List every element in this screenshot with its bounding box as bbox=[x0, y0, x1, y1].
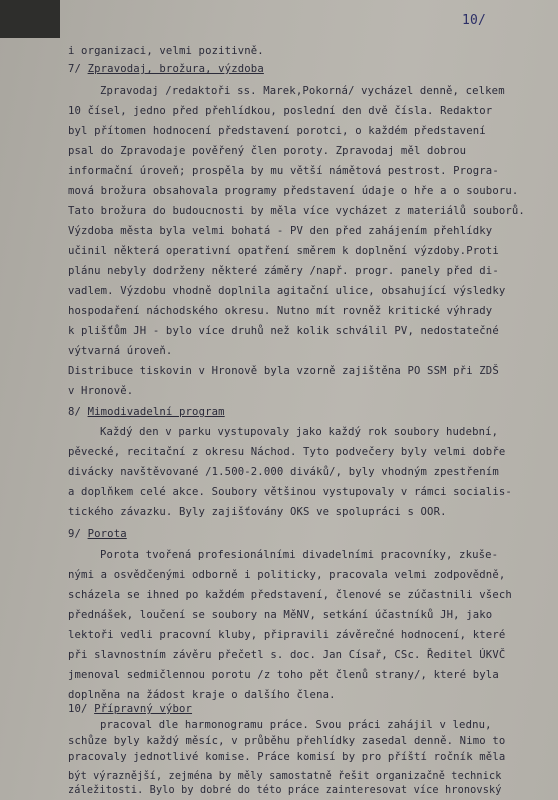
text-line: k plišťům JH - bylo více druhů než kolik schválil PV, nedostatečné bbox=[68, 325, 499, 337]
text-line: vadlem. Výzdobu vhodně doplnila agitační ulice, obsahující výsledky bbox=[68, 285, 506, 297]
text-line: i organizaci, velmi pozitivně. bbox=[68, 45, 264, 57]
text-line: schůze byly každý měsíc, v průběhu přehlídky zasedal denně. Nimo to bbox=[68, 735, 506, 747]
text-line: nými a osvědčenými odborně i politicky, pracovala velmi zodpovědně, bbox=[68, 569, 506, 581]
text-line: v Hronově. bbox=[68, 385, 134, 397]
text-line: při slavnostním závěru přečetl s. doc. Jan Císař, CSc. Ředitel ÚKVČ bbox=[68, 649, 506, 661]
text-line: psal do Zpravodaje pověřený člen poroty. Zpravodaj měl dobrou bbox=[68, 145, 467, 157]
text-line: přednášek, loučení se soubory na MěNV, setkání účastníků JH, jako bbox=[68, 609, 493, 621]
section-number: 10/ bbox=[68, 703, 88, 715]
text-line: pěvecké, recitační z okresu Náchod. Tyto podvečery byly velmi dobře bbox=[68, 446, 506, 458]
text-line: Každý den v parku vystupovaly jako každý rok soubory hudební, bbox=[100, 426, 499, 438]
text-line: hospodaření náchodského okresu. Nutno mít rovněž kritické výhrady bbox=[68, 305, 493, 317]
text-line: být výraznější, zejména by měly samostatně řešit organizačně technick bbox=[68, 771, 502, 782]
section-9-heading bbox=[68, 527, 127, 541]
text-line: Zpravodaj /redaktoři ss. Marek,Pokorná/ vycházel denně, celkem bbox=[100, 85, 505, 97]
text-line: záležitosti. Bylo by dobré do této práce zainteresovat více hronovský bbox=[68, 785, 502, 796]
text-line: výtvarná úroveň. bbox=[68, 345, 173, 357]
text-line: Tato brožura do budoucnosti by měla více vycházet z materiálů souborů. bbox=[68, 205, 525, 217]
text-line: plánu nebyly dodrženy některé záměry /např. progr. panely před di- bbox=[68, 265, 499, 277]
text-line: učinil některá operativní opatření směrem k doplnění výzdoby.Proti bbox=[68, 245, 499, 257]
section-title: Mimodivadelní program bbox=[87, 406, 225, 418]
section-number: 7/ bbox=[68, 63, 82, 75]
text-line: Distribuce tiskovin v Hronově byla vzorně zajištěna PO SSM při ZDŠ bbox=[68, 365, 499, 377]
text-line: pracoval dle harmonogramu práce. Svou práci zahájil v lednu, bbox=[100, 719, 492, 731]
section-8-heading bbox=[68, 405, 225, 419]
text-line: tického závazku. Byly zajišťovány OKS ve spolupráci s OOR. bbox=[68, 506, 447, 518]
text-line: a doplňkem celé akce. Soubory většinou vystupovaly v rámci socialis- bbox=[68, 486, 512, 498]
section-title: Porota bbox=[87, 528, 127, 540]
section-title: Přípravný výbor bbox=[94, 703, 193, 715]
folded-corner bbox=[0, 0, 60, 38]
text-line: lektoři vedli pracovní kluby, připravili závěrečné hodnocení, které bbox=[68, 629, 506, 641]
text-line: scházela se ihned po každém představení, členové se zúčastnili všech bbox=[68, 589, 512, 601]
section-7-heading bbox=[68, 62, 264, 76]
text-line: jmenoval sedmičlennou porotu /z toho pět členů strany/, které byla bbox=[68, 669, 499, 681]
section-number: 8/ bbox=[68, 406, 82, 418]
text-line: divácky navštěvované /1.500-2.000 diváků/, byly vhodným zpestřením bbox=[68, 466, 499, 478]
text-line: mová brožura obsahovala programy představení údaje o hře a o souboru. bbox=[68, 185, 519, 197]
text-line: 10 čísel, jedno před přehlídkou, poslední den dvě čísla. Redaktor bbox=[68, 105, 493, 117]
text-line: byl přítomen hodnocení představení porotci, o každém představení bbox=[68, 125, 486, 137]
text-line: Porota tvořená profesionálními divadelními pracovníky, zkuše- bbox=[100, 549, 499, 561]
text-line: informační úroveň; prospěla by mu větší námětová pestrost. Progra- bbox=[68, 165, 499, 177]
section-number: 9/ bbox=[68, 528, 82, 540]
section-10-heading bbox=[68, 702, 192, 716]
section-title: Zpravodaj, brožura, výzdoba bbox=[87, 63, 264, 75]
text-line: doplněna na žádost kraje o dalšího člena. bbox=[68, 689, 336, 701]
text-line: pracovaly jednotlivé komise. Práce komisí by pro příští ročník měla bbox=[68, 751, 506, 763]
page-number: 10/ bbox=[462, 13, 486, 28]
text-line: Výzdoba města byla velmi bohatá - PV den před zahájením přehlídky bbox=[68, 225, 493, 237]
